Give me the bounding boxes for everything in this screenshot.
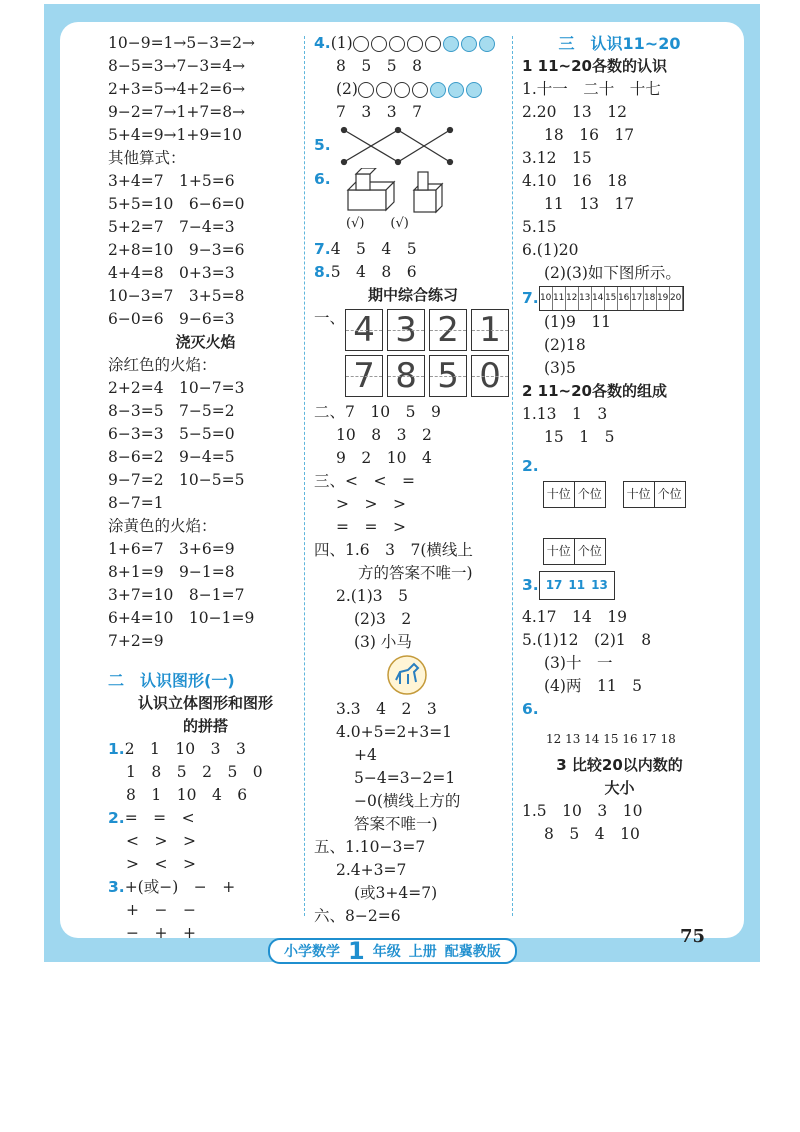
crossing-lines-diagram <box>340 124 460 168</box>
answer-line: 8 5 5 8 <box>336 57 422 75</box>
answer-line: 三、< < = <box>314 472 415 490</box>
answer-line: 5 4 8 6 <box>330 263 417 281</box>
number-line <box>539 286 684 311</box>
section-title-2: 二 认识图形(一) <box>108 671 235 690</box>
answer-line: 六、8−2=6 <box>314 907 401 925</box>
answer-line: 2+8=10 9−3=6 <box>108 241 245 259</box>
digit-cell: 8 <box>387 355 425 397</box>
answer-line: > > > <box>336 495 406 513</box>
answer-line: 2.(1)3 5 <box>336 587 408 605</box>
answer-line: 6−3=3 5−5=0 <box>108 425 235 443</box>
answer-line: 8−3=5 7−5=2 <box>108 402 235 420</box>
answer-line: 四、1.6 3 7(横线上 <box>314 541 473 559</box>
answer-line: 10 8 3 2 <box>336 426 432 444</box>
page-number: 75 <box>680 926 706 947</box>
answer-line: 15 1 5 <box>544 428 615 446</box>
answer-line: 5.15 <box>522 218 557 236</box>
sub-label: (2) <box>336 80 358 98</box>
answer-line: 4.10 16 18 <box>522 172 627 190</box>
answer-line: 18 16 17 <box>544 126 635 144</box>
answer-line: = = > <box>336 518 406 536</box>
number-line-tick: 14 <box>592 287 605 310</box>
sub-label: (1) <box>330 34 353 52</box>
q-number: 2. <box>108 809 125 827</box>
footer-badge: 小学数学 1 年级 上册 配冀教版 <box>268 938 517 964</box>
answer-line: 7+2=9 <box>108 632 164 650</box>
cube-stack-icon <box>336 168 456 216</box>
answer-line: +4 <box>354 746 377 764</box>
answer-line: 8−6=2 9−4=5 <box>108 448 235 466</box>
subtitle: 的拼搭 <box>182 717 228 735</box>
column-1 <box>108 32 303 945</box>
fire-title: 浇灭火焰 <box>175 333 236 351</box>
answer-line: (3) 小马 <box>354 633 412 651</box>
subsection-title: 大小 <box>604 779 635 797</box>
answer-line: 8 5 4 10 <box>544 825 640 843</box>
circles-row <box>353 34 497 52</box>
answer-line: 3.3 4 2 3 <box>336 700 437 718</box>
subsection-title: 1 11~20各数的认识 <box>522 57 667 75</box>
q-number: 8. <box>314 263 331 281</box>
answer-line: 1.十一 二十 十七 <box>522 80 661 98</box>
q-number: 3. <box>522 576 539 594</box>
number-line-tick: 18 <box>644 287 657 310</box>
q-number: 2. <box>522 457 539 475</box>
answer-line: 二、7 10 5 9 <box>314 403 441 421</box>
digit-cell: 4 <box>345 309 383 351</box>
abacus: 十位 个位 <box>623 455 686 508</box>
answer-line: − + + <box>126 924 196 942</box>
answer-line: 1 8 5 2 5 0 <box>126 763 263 781</box>
number-line-tick: 16 <box>618 287 631 310</box>
column-divider <box>512 36 513 916</box>
answer-line: 8+1=9 9−1=8 <box>108 563 235 581</box>
q-number: 7. <box>522 288 539 307</box>
number-line-tick: 19 <box>657 287 670 310</box>
q-number: 4. <box>314 34 331 52</box>
answer-line: 4.17 14 19 <box>522 608 627 626</box>
answer-line: 3.12 15 <box>522 149 592 167</box>
midterm-title: 期中综合练习 <box>367 286 458 304</box>
subsection-title: 2 11~20各数的组成 <box>522 382 667 400</box>
answer-line: 10−9=1→5−3=2→ <box>108 34 255 52</box>
answer-line: 9−2=7→1+7=8→ <box>108 103 246 121</box>
digit-cell: 3 <box>387 309 425 351</box>
answer-line: 1.5 10 3 10 <box>522 802 643 820</box>
red-title: 涂红色的火焰： <box>108 356 217 374</box>
answer-line: (2)(3)如下图所示。 <box>544 264 681 282</box>
answer-line: 6.(1)20 <box>522 241 579 259</box>
answer-line: 6+4=10 10−1=9 <box>108 609 255 627</box>
number-line-tick: 10 <box>540 287 553 310</box>
abacus: 十位 个位 <box>543 455 606 508</box>
section-title-3: 三 认识11~20 <box>558 34 681 53</box>
part-label: 一、 <box>314 309 346 327</box>
circles-row <box>358 80 484 98</box>
other-title: 其他算式： <box>108 149 186 167</box>
answer-line: + − − <box>126 901 196 919</box>
subsection-title: 3 比较20以内数的 <box>556 756 683 774</box>
answer-line: −0(横线上方的 <box>354 792 461 810</box>
digit-cell: 0 <box>471 355 509 397</box>
digit-cell: 5 <box>429 355 467 397</box>
answer-line: 6−0=6 9−6=3 <box>108 310 235 328</box>
answer-line: 5.(1)12 (2)1 8 <box>522 631 652 649</box>
digit-cell: 2 <box>429 309 467 351</box>
answer-line: 4+4=8 0+3=3 <box>108 264 235 282</box>
digit-grid-row <box>345 309 509 351</box>
answer-line: 7 3 3 7 <box>336 103 422 121</box>
answer-line: 4 5 4 5 <box>330 240 417 258</box>
answer-line: > < > <box>126 855 196 873</box>
answer-line: 2.4+3=7 <box>336 861 407 879</box>
answer-line: 五、1.10−3=7 <box>314 838 426 856</box>
yellow-title: 涂黄色的火焰： <box>108 517 217 535</box>
digit-cell: 7 <box>345 355 383 397</box>
number-line-tick: 15 <box>605 287 618 310</box>
answer-line: (2)3 2 <box>354 610 412 628</box>
horse-icon <box>314 654 512 698</box>
answer-line: 3+7=10 8−1=7 <box>108 586 245 604</box>
number-line-tick: 11 <box>553 287 566 310</box>
answer-line: < > > <box>126 832 196 850</box>
number-row: 12 13 14 15 16 17 18 <box>546 732 676 746</box>
answer-line: 5+2=7 7−4=3 <box>108 218 235 236</box>
number-line-tick: 17 <box>631 287 644 310</box>
answer-line: (1)9 11 <box>544 313 612 331</box>
answer-line: (2)18 <box>544 336 586 354</box>
answer-line: 方的答案不唯一) <box>358 564 473 582</box>
matching-lines <box>314 124 512 168</box>
answer-line: (3)5 <box>544 359 576 377</box>
column-divider <box>304 36 305 916</box>
answer-line: 5+5=10 6−6=0 <box>108 195 245 213</box>
answer-line: 11 13 17 <box>544 195 635 213</box>
q-number: 6. <box>522 700 539 718</box>
answer-line: (或3+4=7) <box>354 884 438 902</box>
answer-line: 9−7=2 10−5=5 <box>108 471 245 489</box>
answer-line: 9 2 10 4 <box>336 449 432 467</box>
solids-figure <box>314 168 512 238</box>
answer-line: 2+3=5→4+2=6→ <box>108 80 246 98</box>
answer-line: 1.2 1 10 3 3 <box>108 740 246 758</box>
abacus: 十位 个位 <box>543 512 606 565</box>
q-number: 5. <box>314 136 331 154</box>
subtitle: 认识立体图形和图形 <box>137 694 273 712</box>
answer-line: 5−4=3−2=1 <box>354 769 456 787</box>
answer-line: (3)十 一 <box>544 654 613 672</box>
answer-line: 5+4=9→1+9=10 <box>108 126 242 144</box>
answer-line: 2+2=4 10−7=3 <box>108 379 245 397</box>
answer-line: 8−5=3→7−3=4→ <box>108 57 246 75</box>
column-2 <box>314 32 512 928</box>
answer-line: 3.+(或−) − + <box>108 878 236 896</box>
number-line-tick: 12 <box>566 287 579 310</box>
answer-line: 2.= = < <box>108 809 195 827</box>
q-number: 7. <box>314 240 331 258</box>
answer-line: 3+4=7 1+5=6 <box>108 172 235 190</box>
check-marks: (√) (√) <box>346 216 409 231</box>
digit-cell: 1 <box>471 309 509 351</box>
q-number: 6. <box>314 170 331 188</box>
column-3 <box>522 32 717 846</box>
blocks-figure: 17 11 13 <box>539 571 615 600</box>
answer-line: 10−3=7 3+5=8 <box>108 287 245 305</box>
answer-line: 1+6=7 3+6=9 <box>108 540 235 558</box>
q-number: 3. <box>108 878 125 896</box>
answer-line: 8−7=1 <box>108 494 164 512</box>
digit-grid-row <box>345 355 509 397</box>
answer-line: 8 1 10 4 6 <box>126 786 248 804</box>
q-number: 1. <box>108 740 125 758</box>
number-line-tick: 20 <box>670 287 683 310</box>
answer-line: 答案不唯一) <box>354 815 438 833</box>
answer-line: 4.0+5=2+3=1 <box>336 723 453 741</box>
answer-line: 1.13 1 3 <box>522 405 608 423</box>
answer-line: (4)两 11 5 <box>544 677 643 695</box>
number-line-tick: 13 <box>579 287 592 310</box>
answer-line: 2.20 13 12 <box>522 103 627 121</box>
